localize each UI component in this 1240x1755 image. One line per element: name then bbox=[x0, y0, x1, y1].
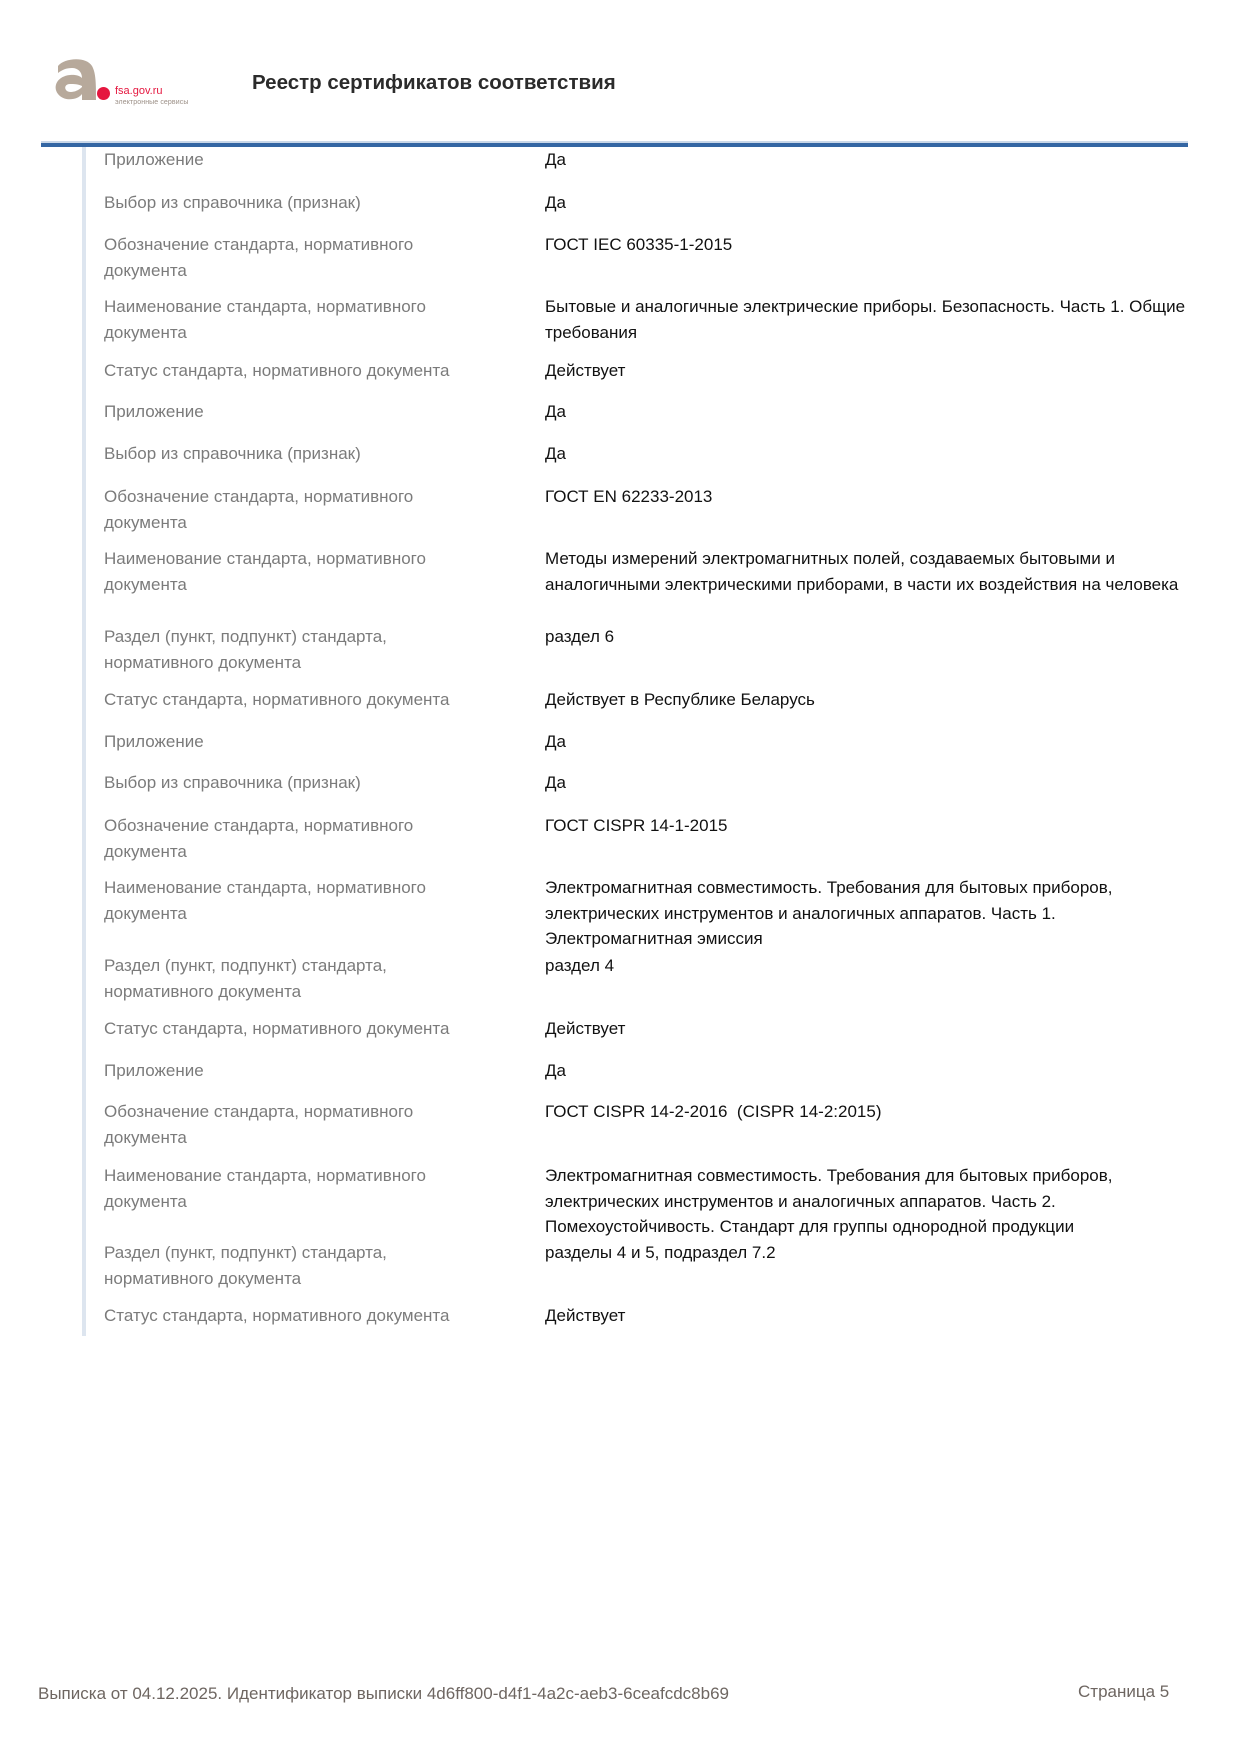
field-label: Обозначение стандарта, нормативного документа bbox=[104, 487, 414, 532]
field-value: ГОСТ CISPR 14-1-2015 bbox=[545, 816, 728, 835]
field-label: Наименование стандарта, нормативного документа bbox=[104, 1166, 426, 1211]
field-value: Электромагнитная совместимость. Требования для бытовых приборов, электрических инструментов и аналогичных аппаратов. Часть 1. Электромагнитная эмиссия bbox=[545, 878, 1113, 948]
field-label: Приложение bbox=[104, 732, 204, 751]
field-label: Выбор из справочника (признак) bbox=[104, 444, 361, 463]
field-value: Да bbox=[545, 150, 566, 169]
field-label: Статус стандарта, нормативного документа bbox=[104, 361, 450, 380]
field-value: ГОСТ IEC 60335-1-2015 bbox=[545, 235, 733, 254]
field-label: Раздел (пункт, подпункт) стандарта, нормативного документа bbox=[104, 627, 387, 672]
field-label: Раздел (пункт, подпункт) стандарта, нормативного документа bbox=[104, 956, 387, 1001]
field-label: Статус стандарта, нормативного документа bbox=[104, 1306, 450, 1325]
field-value: Действует bbox=[545, 1019, 626, 1038]
field-value: ГОСТ CISPR 14-2-2016 (CISPR 14-2:2015) bbox=[545, 1102, 882, 1121]
field-label: Обозначение стандарта, нормативного документа bbox=[104, 816, 414, 861]
logo-site-text: fsa.gov.ru bbox=[115, 85, 163, 97]
field-label: Приложение bbox=[104, 150, 204, 169]
field-value: раздел 6 bbox=[545, 627, 615, 646]
field-value: Да bbox=[545, 1061, 566, 1080]
field-label: Выбор из справочника (признак) bbox=[104, 773, 361, 792]
field-label: Наименование стандарта, нормативного документа bbox=[104, 549, 426, 594]
field-label: Статус стандарта, нормативного документа bbox=[104, 1019, 450, 1038]
field-label: Статус стандарта, нормативного документа bbox=[104, 690, 450, 709]
field-value: Бытовые и аналогичные электрические приборы. Безопасность. Часть 1. Общие требования bbox=[545, 297, 1186, 342]
field-value: Да bbox=[545, 732, 566, 751]
field-value: разделы 4 и 5, подраздел 7.2 bbox=[545, 1243, 776, 1262]
field-label: Наименование стандарта, нормативного документа bbox=[104, 297, 426, 342]
field-label: Обозначение стандарта, нормативного документа bbox=[104, 235, 414, 280]
page-title: Реестр сертификатов соответствия bbox=[252, 71, 616, 94]
section-left-rule bbox=[82, 147, 86, 1336]
field-value: Действует bbox=[545, 1306, 626, 1325]
field-value: раздел 4 bbox=[545, 956, 615, 975]
fsa-logo bbox=[52, 56, 212, 112]
field-value: Да bbox=[545, 402, 566, 421]
field-label: Наименование стандарта, нормативного документа bbox=[104, 878, 426, 923]
logo-red-dot bbox=[97, 87, 110, 100]
field-label: Приложение bbox=[104, 402, 204, 421]
logo-subtitle: электронные сервисы bbox=[115, 99, 189, 106]
field-value: Электромагнитная совместимость. Требования для бытовых приборов, электрических инструментов и аналогичных аппаратов. Часть 2. Помехоустойчивость. Стандарт для группы однородной продукции bbox=[545, 1166, 1113, 1236]
field-label: Обозначение стандарта, нормативного документа bbox=[104, 1102, 414, 1147]
fsa-logo-icon bbox=[52, 56, 100, 104]
field-label: Приложение bbox=[104, 1061, 204, 1080]
field-value: Да bbox=[545, 773, 566, 792]
footer-page-number: Страница 5 bbox=[1078, 1682, 1170, 1701]
field-label: Выбор из справочника (признак) bbox=[104, 193, 361, 212]
field-value: Действует bbox=[545, 361, 626, 380]
field-value: Да bbox=[545, 193, 566, 212]
field-label: Раздел (пункт, подпункт) стандарта, нормативного документа bbox=[104, 1243, 387, 1288]
field-value: Да bbox=[545, 444, 566, 463]
field-value: ГОСТ EN 62233-2013 bbox=[545, 487, 713, 506]
footer-extract-info: Выписка от 04.12.2025. Идентификатор выписки 4d6ff800-d4f1-4a2c-aeb3-6ceafcdc8b69 bbox=[38, 1684, 729, 1703]
field-value: Действует в Республике Беларусь bbox=[545, 690, 815, 709]
field-value: Методы измерений электромагнитных полей, создаваемых бытовыми и аналогичными электрическими приборами, в части их воздействия на человека bbox=[545, 549, 1179, 594]
